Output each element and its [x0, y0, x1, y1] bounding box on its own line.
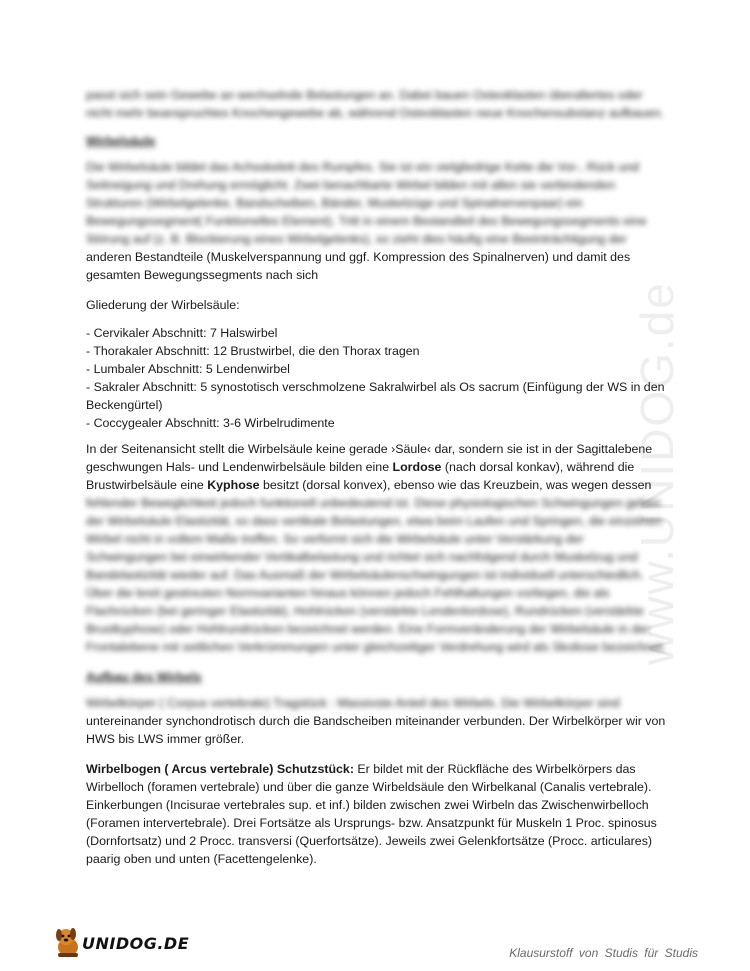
- section-heading-wirbelsaeule: Wirbelsäule: [86, 134, 156, 148]
- section-heading-aufbau: Aufbau des Wirbels: [86, 670, 202, 684]
- wirbelkoerper-blurred-text: Wirbelkörper ( Corpus vertebrale) Tragstück : Massivste Anteil des Wirbels. Die Wirbelkörper sind: [86, 696, 620, 710]
- list-item: - Thorakaler Abschnitt: 12 Brustwirbel, die den Thorax tragen: [86, 344, 420, 358]
- list-item: - Sakraler Abschnitt: 5 synostotisch verschmolzene Sakralwirbel als Os sacrum (Einfügung der WS in den Beckengürtel): [86, 380, 665, 412]
- seitenansicht-text-2: (nach dorsal konkav), während die Brustwirbelsäule eine: [86, 460, 635, 492]
- document-body: [86, 86, 683, 878]
- term-kyphose: Kyphose: [207, 478, 260, 492]
- wirbelsaeule-clear-text: anderen Bestandteile (Muskelverspannung und ggf. Kompression des Spinalnerven) und damit des gesamten Bewegungssegments nach sich: [86, 250, 631, 282]
- wirbelbogen-term: Wirbelbogen ( Arcus vertebrale) Schutzstück:: [86, 762, 354, 776]
- seitenansicht-paragraph: [86, 440, 666, 494]
- list-item: - Lumbaler Abschnitt: 5 Lendenwirbel: [86, 362, 290, 376]
- wirbelkoerper-clear-text: untereinander synchondrotisch durch die Bandscheiben miteinander verbunden. Der Wirbelkörper wir von HWS bis LWS immer größer.: [86, 714, 666, 746]
- intro-paragraph: passt sich sein Gewebe an wechselnde Belastungen an. Dabei bauen Osteoklasten überaltertes oder nicht mehr beanspruchtes Knochengewebe ab, während Osteoblasten neue Knochensubstanz aufbauen.: [86, 88, 664, 120]
- logo-text: UNIDOG.DE: [82, 934, 190, 953]
- watermark-text: www.UNIDOG.de: [631, 281, 683, 665]
- seitenansicht-text-3: besitzt (dorsal konvex), ebenso wie das Kreuzbein, was wegen dessen: [259, 478, 652, 492]
- gliederung-title: Gliederung der Wirbelsäule:: [86, 298, 240, 312]
- term-lordose: Lordose: [392, 460, 442, 474]
- wirbelsaeule-blurred-text: Die Wirbelsäule bildet das Achsskelett des Rumpfes. Sie ist ein vielgliedrige Kette die Vor-, Rück und Seitneigung und Drehung ermöglicht. Zwei benachbarte Wirbel bilden mit allen sie verbindenden Strukturen (Wirbelgelenke, Bandscheiben, Bänder, Muskelzüge und Spinalnervenpaar) ein Bewegungssegment( Funktionelles Element). Tritt in einem Bestandteil des Bewegungssegments eine Störung auf (z. B. Blockierung eines Wirbelgelenks), so zieht dies häufig eine Beeinträchtigung der: [86, 160, 647, 246]
- wirbelbogen-text: Er bildet mit der Rückfläche des Wirbelkörpers das Wirbelloch (foramen vertebrale) und über die ganze Wirbeldsäule den Wirbelkanal (Canalis vertebrale). Einkerbungen (Incisurae vertebrales sup. et inf.) bilden zwischen zwei Wirbeln das Zwischenwirbelloch (Foramen intervertebrale). Drei Fortsätze als Ursprungs- bzw. Ansatzpunkt für Muskeln 1 Proc. spinosus (Dornfortsatz) und 2 Procc. transversi (Querfortsätze). Jeweils zwei Gelenkfortsätze (Procc. articulares) paarig oben und unten (Facettengelenke).: [86, 762, 657, 866]
- list-item: - Coccygealer Abschnitt: 3-6 Wirbelrudimente: [86, 416, 335, 430]
- wirbelsaeule-paragraph: [86, 158, 666, 284]
- schwingungen-paragraph: fehlender Beweglichkeit jedoch funktionell unbedeutend ist. Diese physiologischen Schwingungen geben der Wirbelsäule Elastizität, so dass vertikale Belastungen, etwa beim Laufen und Springen, die einzelnen Wirbel nicht in vollem Maße treffen. So verformt sich die Wirbelsäule unter Verstärkung der Schwingungen bei einwirkender Vertikalbelastung und richtet sich nachfolgend durch Muskelzug und Bandelastizität wieder auf. Das Ausmaß der Wirbelsäulenschwingungen ist individuell unterschiedlich. Über die breit gestreuten Normvarianten hinaus können jedoch Fehlhaltungen vorliegen, die als Flachrücken (bei geringer Elastizität), Hohlrücken (verstärkte Lendenlordose), Rundrücken (verstärkte Brustkyphose) oder Hohlrundrücken bezeichnet werden. Eine Formveränderung der Wirbelsäule in der Frontalebene mit seitlichen Verkrümmungen unter gleichzeitiger Verdrehung wird als Skoliose bezeichnet.: [86, 496, 666, 654]
- wirbelkoerper-paragraph: [86, 694, 666, 748]
- dog-icon: [52, 925, 84, 959]
- seitenansicht-text-1: In der Seitenansicht stellt die Wirbelsäule keine gerade ›Säule‹ dar, sondern sie ist in der Sagittalebene geschwungen Hals- und Lendenwirbelsäule bilden eine: [86, 442, 653, 474]
- gliederung-list: [86, 324, 666, 432]
- list-item: - Cervikaler Abschnitt: 7 Halswirbel: [86, 326, 278, 340]
- unidog-logo: [52, 925, 190, 959]
- wirbelbogen-paragraph: [86, 760, 666, 868]
- footer-tagline: Klausurstoff von Studis für Studis: [509, 946, 698, 960]
